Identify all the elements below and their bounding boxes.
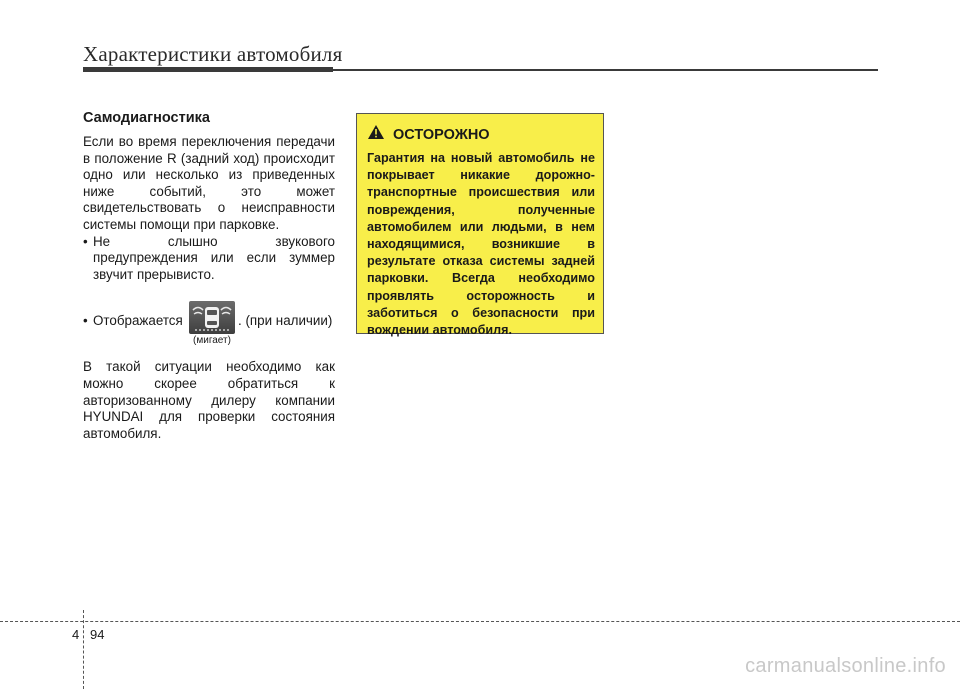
- conclusion-paragraph: В такой ситуации необходимо как можно скорее обратиться к авторизованному дилеру компании HYUNDAI для проверки состояния автомобиля.: [83, 359, 335, 441]
- header-bar-thin: [333, 69, 878, 71]
- warning-box: [356, 113, 604, 338]
- bullet-item-display: [83, 301, 335, 349]
- footer-divider-vertical: [83, 610, 84, 689]
- warning-title: ОСТОРОЖНО: [393, 126, 490, 143]
- page-header-title: Характеристики автомобиля: [83, 42, 343, 66]
- warning-text: Гарантия на новый автомобиль не покрывает никакие дорожно-транспортные происшествия или повреждения, полученные автомобилем или людьми, в нем находящимися, возникшие в результате отказа системы задней парковки. Всегда необходимо проявлять осторожность и заботиться о безопасности при вождении автомобиля.: [367, 151, 595, 338]
- bullet2-text-after: . (при наличии): [238, 313, 333, 329]
- section-title: Самодиагностика: [83, 110, 210, 126]
- watermark-text: carmanualsonline.info: [745, 655, 946, 677]
- warning-header: [367, 124, 595, 145]
- bullet-item-sound: [83, 234, 335, 284]
- intro-paragraph: Если во время переключения передачи в положение R (задний ход) происходит одно или несколько из приведенных ниже событий, это может свидетельствовать о неисправности системы помощи при парковке.: [83, 134, 335, 232]
- chapter-number: 4: [72, 627, 80, 642]
- bullet1-rest: предупреждения или если зуммер звучит прерывисто.: [93, 250, 335, 282]
- bullet2-text-before: Отображается: [93, 313, 183, 329]
- parking-sensor-icon: [189, 301, 235, 334]
- icon-caption: (мигает): [193, 335, 231, 347]
- warning-triangle-icon: [367, 124, 385, 145]
- footer-divider-horizontal: [0, 621, 960, 622]
- bullet1-first-line: • Не слышно звукового: [93, 233, 335, 249]
- header-bar-thick: [83, 67, 333, 72]
- page-number: 94: [90, 627, 105, 642]
- self-diagnosis-section: [83, 110, 335, 442]
- bullet-dot: •: [83, 313, 88, 329]
